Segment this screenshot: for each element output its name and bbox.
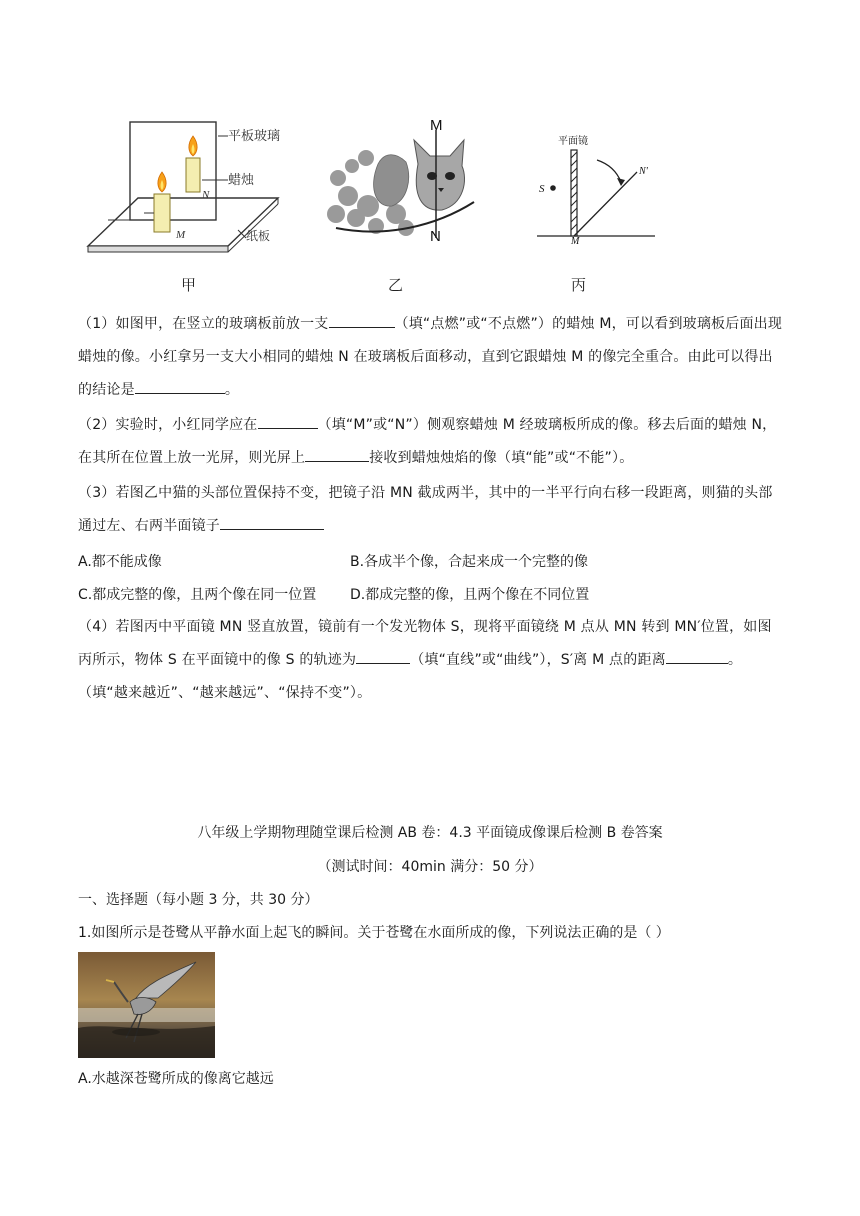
mc1-question: 1.如图所示是苍鹭从平静水面上起飞的瞬间。关于苍鹭在水面所成的像，下列说法正确的是（ ） bbox=[78, 925, 670, 941]
label-M: M bbox=[176, 229, 186, 241]
label-mirror: 平面镜 bbox=[558, 136, 588, 147]
q2-text-a: （2）实验时，小红同学应在 bbox=[78, 417, 258, 433]
q4-text-c: 。（填“越来越近”、“越来越远”、“保持不变”）。 bbox=[78, 652, 743, 701]
q4-text-b: （填“直线”或“曲线”），S′离 M 点的距离 bbox=[410, 652, 666, 668]
question-1 bbox=[78, 308, 784, 407]
option-B: B.各成半个像，合起来成一个完整的像 bbox=[350, 554, 589, 570]
figure-yi bbox=[326, 118, 476, 294]
caption-yi: 乙 bbox=[388, 276, 404, 294]
q2-text-b: （填“M”或“N”）侧观察蜡烛 M 经玻璃板所成的像。移去后面的蜡烛 N，在其所在位置上放一光屏，则光屏上 bbox=[78, 417, 777, 466]
section-heading: 一、选择题（每小题 3 分，共 30 分） bbox=[78, 892, 319, 908]
cat-mirror-illustration bbox=[326, 118, 476, 243]
answer-title: 八年级上学期物理随堂课后检测 AB 卷：4.3 平面镜成像课后检测 B 卷答案 bbox=[197, 825, 663, 841]
question-4 bbox=[78, 611, 784, 710]
option-D: D.都成完整的像，且两个像在不同位置 bbox=[350, 587, 590, 603]
q1-blank-2[interactable] bbox=[135, 377, 225, 394]
heron-photo bbox=[78, 952, 215, 1058]
figure-bing bbox=[533, 130, 663, 294]
q3-blank[interactable] bbox=[220, 513, 324, 530]
q2-blank-1[interactable] bbox=[258, 412, 318, 429]
q4-blank-1[interactable] bbox=[356, 647, 410, 664]
caption-bing: 丙 bbox=[571, 276, 587, 294]
question-3 bbox=[78, 477, 784, 543]
label-N: N bbox=[202, 189, 210, 201]
figures-row bbox=[78, 118, 798, 298]
q2-text-c: 接收到蜡烛烛焰的像（填“能”或“不能”）。 bbox=[369, 450, 634, 466]
label-candle: 蜡烛 bbox=[228, 172, 255, 187]
q1-text-a: （1）如图甲，在竖立的玻璃板前放一支 bbox=[78, 316, 329, 332]
q1-text-b: （填“点燃”或“不点燃”）的蜡烛 M，可以看到玻璃板后面出现蜡烛的像。小红拿另一支大小相同的蜡烛 N 在玻璃板后面移动，直到它跟蜡烛 M 的像完全重合。由此可以得出的结论是 bbox=[78, 316, 783, 398]
mc1-option-A: A.水越深苍鹭所成的像离它越远 bbox=[78, 1071, 274, 1087]
label-S: S bbox=[539, 183, 545, 195]
mirror-experiment-illustration bbox=[78, 118, 298, 268]
q3-text-a: （3）若图乙中猫的头部位置保持不变，把镜子沿 MN 截成两半，其中的一半平行向右移一段距离，则猫的头部通过左、右两半面镜子 bbox=[78, 485, 773, 534]
answer-meta: （测试时间：40min 满分：50 分） bbox=[317, 859, 543, 875]
option-C: C.都成完整的像，且两个像在同一位置 bbox=[78, 587, 317, 603]
q4-blank-2[interactable] bbox=[666, 647, 728, 664]
rotating-mirror-diagram bbox=[533, 130, 663, 245]
option-A: A.都不能成像 bbox=[78, 554, 162, 570]
question-2 bbox=[78, 409, 784, 475]
label-M: M bbox=[430, 118, 443, 134]
label-board: 纸板 bbox=[246, 229, 271, 243]
figure-jia bbox=[78, 118, 298, 294]
q1-text-c: 。 bbox=[224, 382, 240, 398]
label-N-prime: N' bbox=[639, 166, 648, 177]
label-N: N bbox=[430, 228, 441, 243]
q1-blank-1[interactable] bbox=[329, 311, 395, 328]
caption-jia: 甲 bbox=[181, 276, 197, 294]
q4-text-a: （4）若图丙中平面镜 MN 竖直放置，镜前有一个发光物体 S，现将平面镜绕 M 点从 MN 转到 MN′位置，如图丙所示，物体 S 在平面镜中的像 S 的轨迹为 bbox=[78, 619, 772, 668]
label-glass: 平板玻璃 bbox=[228, 128, 281, 143]
q2-blank-2[interactable] bbox=[305, 445, 369, 462]
label-M: M bbox=[571, 236, 580, 245]
heron-image bbox=[78, 952, 215, 1058]
